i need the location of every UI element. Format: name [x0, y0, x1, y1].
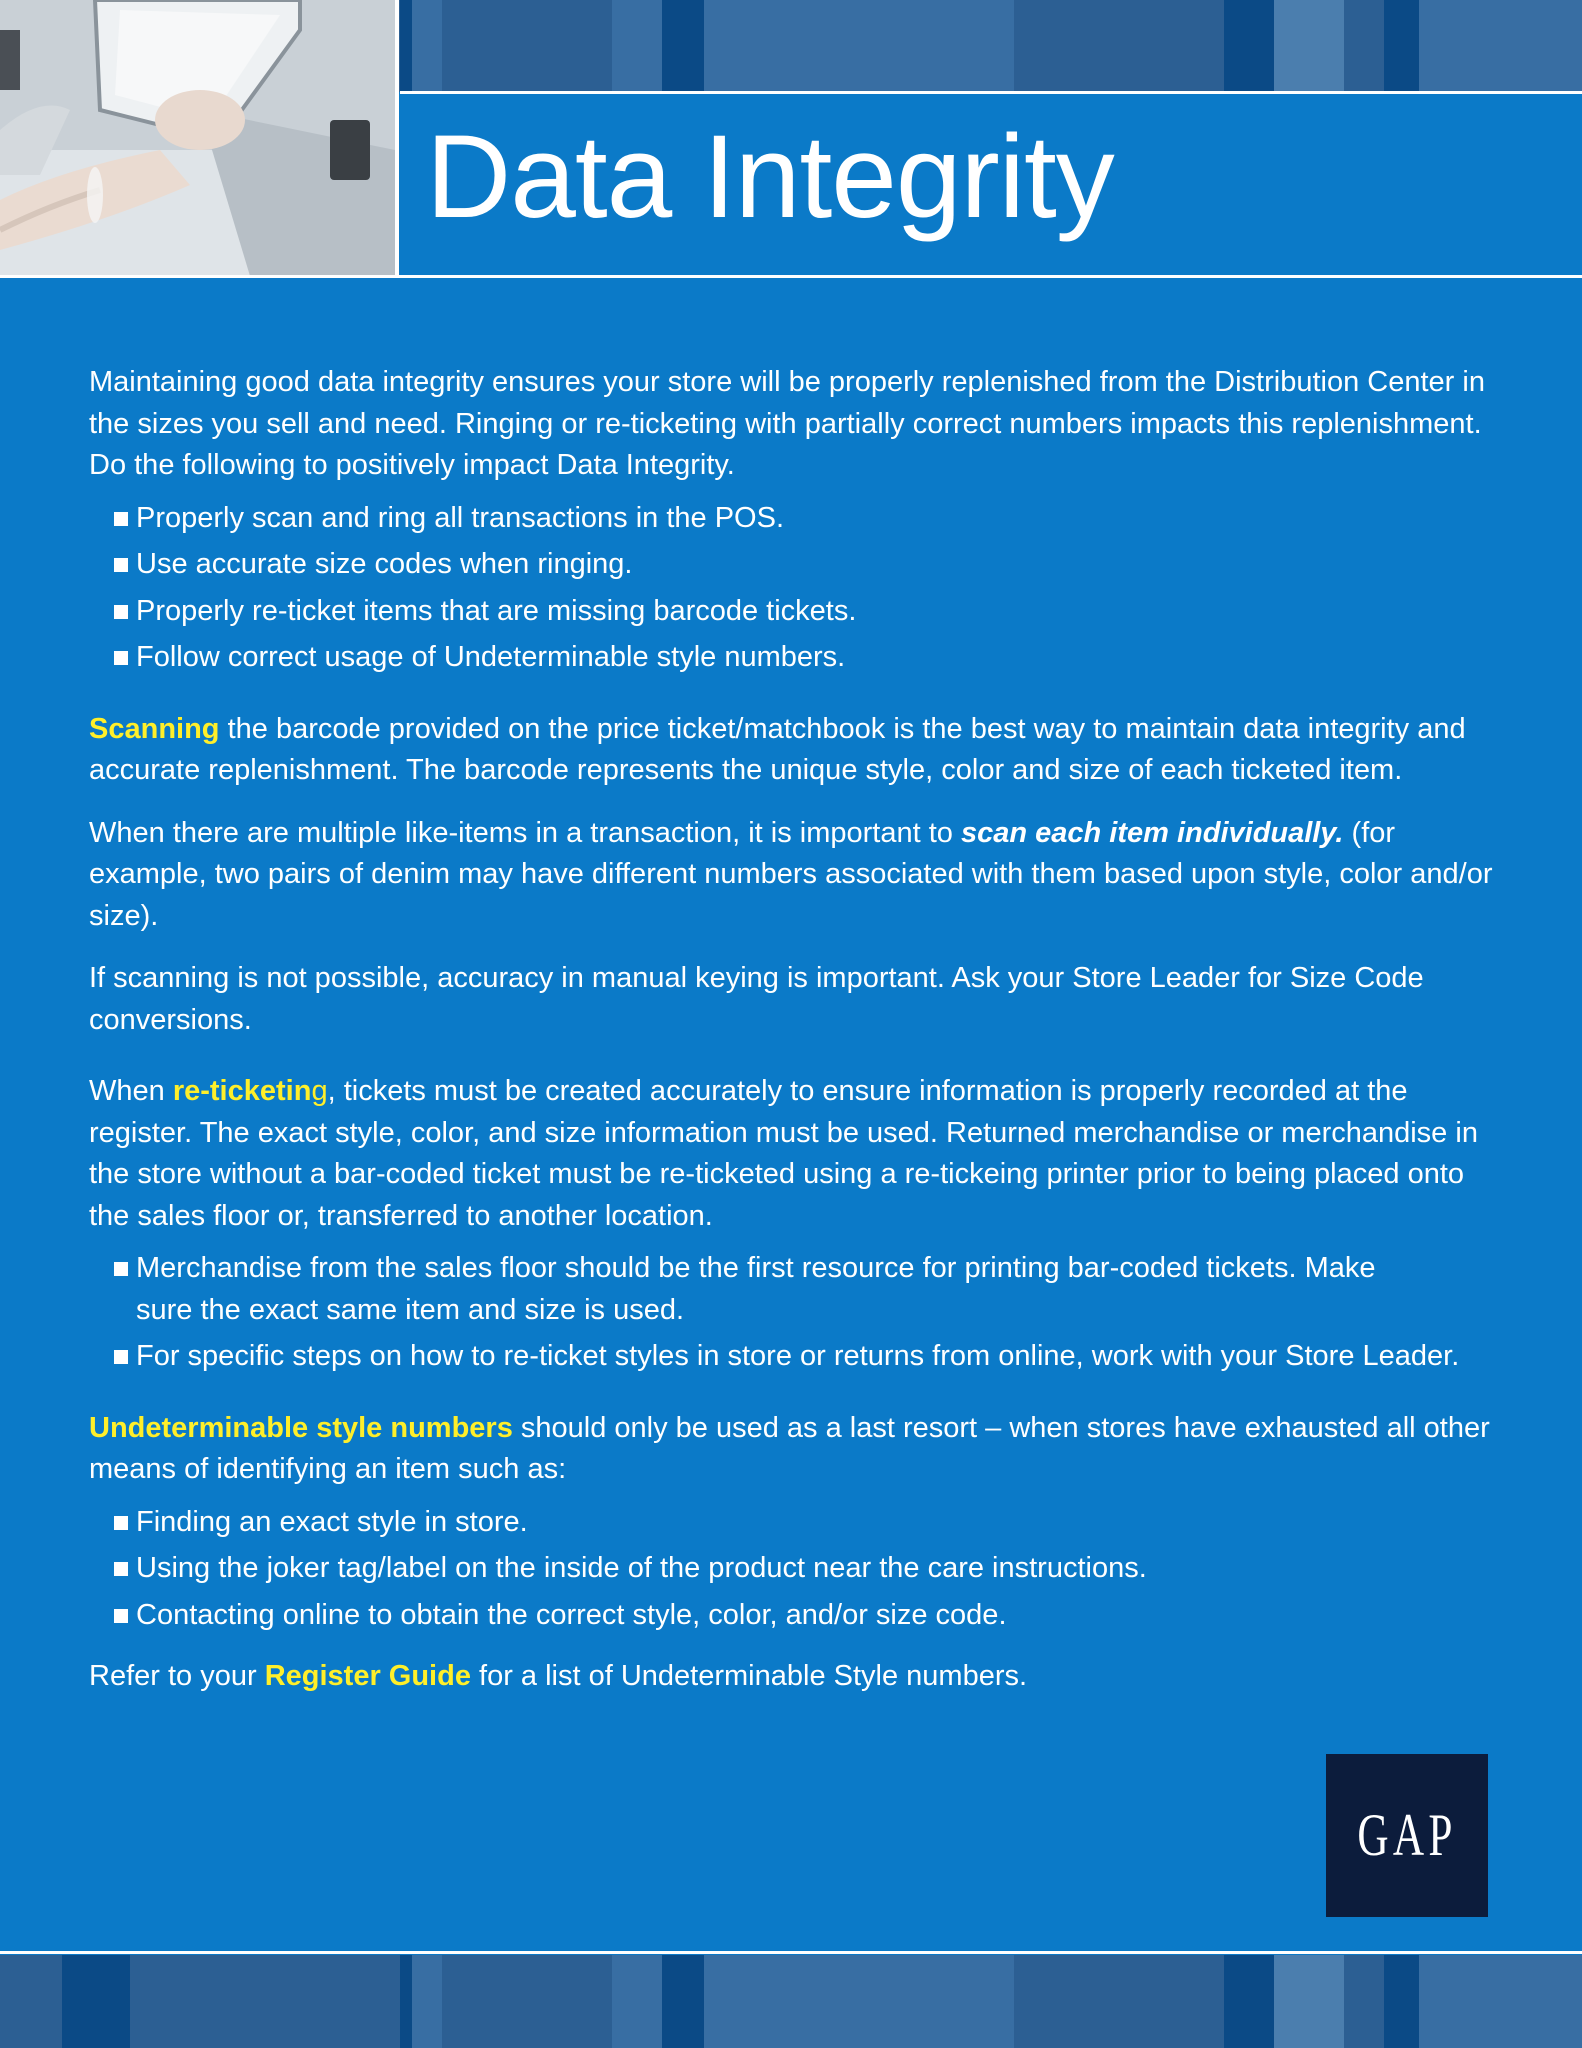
scanning-paragraph	[89, 709, 1509, 792]
list-item: Properly re-ticket items that are missing barcode tickets.	[136, 591, 1509, 633]
multi-suffix: (for example, two pairs of denim may have different numbers associated with them based upon style, color and/or size).	[89, 816, 1493, 932]
list-item: For specific steps on how to re-ticket styles in store or returns from online, work with your Store Leader.	[136, 1336, 1539, 1378]
list-item: Merchandise from the sales floor should be the first resource for printing bar-coded tickets. Make sure the exact same item and size is used.	[136, 1248, 1509, 1331]
reticketing-paragraph	[89, 1071, 1509, 1237]
list-item: Finding an exact style in store.	[136, 1502, 1509, 1544]
undeterminable-bullet-list	[89, 1502, 1509, 1637]
reticketing-prefix: When	[89, 1075, 173, 1107]
intro-bullet-list	[89, 498, 1509, 679]
undeterminable-highlight: Undeterminable style numbers	[89, 1411, 513, 1444]
register-guide-highlight: Register Guide	[264, 1660, 471, 1692]
page-title: Data Integrity	[426, 111, 1114, 243]
multi-prefix: When there are multiple like-items in a transaction, it is important to	[89, 816, 961, 849]
bottom-stripe-band	[0, 1955, 1582, 2048]
reticketing-text: , tickets must be created accurately to ensure information is properly recorded at the register. The exact style, color, and size information must be used. Returned merchandise or merchandise in the store without a bar-coded ticket must be re-ticketed using a re-tickeing printer prior to being placed onto the sales floor or, transferred to another location.	[89, 1075, 1478, 1232]
multiple-items-paragraph	[89, 813, 1509, 938]
undeterminable-paragraph	[89, 1408, 1509, 1491]
list-item: Follow correct usage of Undeterminable style numbers.	[136, 637, 1509, 679]
list-item: Contacting online to obtain the correct style, color, and/or size code.	[136, 1595, 1509, 1637]
reticketing-bullet-list	[89, 1248, 1509, 1378]
list-item: Using the joker tag/label on the inside of the product near the care instructions.	[136, 1548, 1509, 1590]
gap-logo-text: GAP	[1357, 1802, 1457, 1868]
register-guide-prefix: Refer to your	[89, 1660, 265, 1692]
reticketing-highlight-tail: g	[311, 1075, 328, 1107]
register-guide-paragraph	[89, 1656, 1509, 1698]
list-item: Properly scan and ring all transactions in the POS.	[136, 498, 1509, 540]
divider-top	[400, 91, 1582, 94]
scanning-text: the barcode provided on the price ticket/matchbook is the best way to maintain data integrity and accurate replenishment. The barcode represents the unique style, color and size of each ticketed item.	[89, 712, 1466, 786]
document-body	[89, 362, 1509, 1719]
manual-keying-paragraph: If scanning is not possible, accuracy in manual keying is important. Ask your Store Leader for Size Code conversions.	[89, 962, 1424, 1036]
divider-photo	[395, 0, 399, 278]
reticketing-highlight: re-ticketin	[172, 1075, 312, 1107]
list-item: Use accurate size codes when ringing.	[136, 544, 1509, 586]
intro-paragraph: Maintaining good data integrity ensures your store will be properly replenished from the Distribution Center in the sizes you sell and need. Ringing or re-ticketing with partially correct numbers impacts this replenishment. Do the following to positively impact Data Integrity.	[89, 366, 1485, 481]
scanning-highlight: Scanning	[89, 712, 220, 745]
divider-footer	[0, 1951, 1582, 1954]
register-guide-suffix: for a list of Undeterminable Style numbers.	[470, 1660, 1028, 1692]
multi-emphasis: scan each item individually.	[960, 816, 1344, 849]
divider-header-bottom	[0, 275, 1582, 278]
undeterminable-text: should only be used as a last resort – when stores have exhausted all other means of identifying an item such as:	[89, 1411, 1490, 1485]
cashier-register-photo	[0, 0, 395, 276]
gap-logo	[1326, 1754, 1488, 1917]
